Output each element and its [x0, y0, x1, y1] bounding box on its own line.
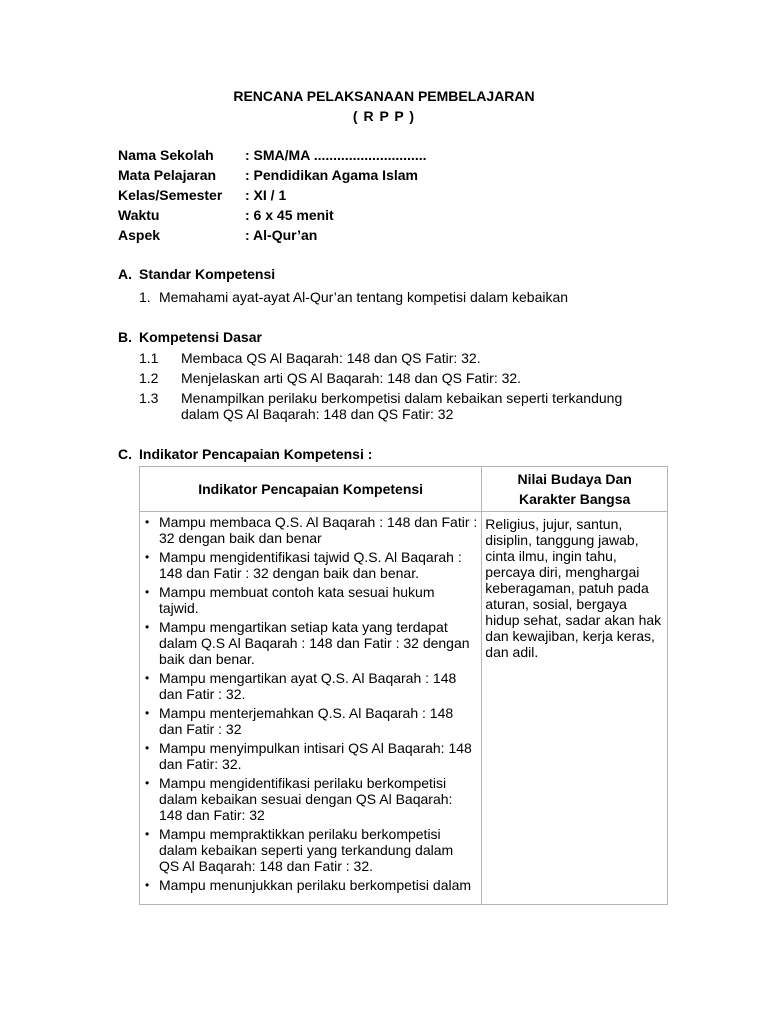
table-header-values	[482, 467, 668, 512]
table-header-row	[140, 467, 668, 512]
character-values-text: Religius, jujur, santun, disiplin, tanggung jawab, cinta ilmu, ingin tahu, percaya diri, menghargai keberagaman, patuh pada aturan, sosial, bergaya hidup sehat, sadar akan hak dan kewajiban, kerja keras, dan adil.	[485, 516, 662, 660]
list-item	[140, 775, 481, 823]
values-cell	[482, 512, 668, 905]
identity-row-school	[118, 145, 427, 165]
identity-row-time	[118, 205, 427, 225]
indicator-text: Mampu mempraktikkan perilaku berkompetisi dalam kebaikan seperti yang terkandung dalam QS Al Baqarah: 148 dan Fatir : 32.	[159, 826, 454, 874]
document-title: RENCANA PELAKSANAAN PEMBELAJARAN	[233, 88, 535, 104]
list-item	[140, 826, 481, 874]
table-header-indicator: Indikator Pencapaian Kompetensi	[140, 467, 482, 512]
indicator-text: Mampu mengidentifikasi perilaku berkompetisi dalam kebaikan sesuai dengan QS Al Baqarah: 148 dan Fatir: 32	[159, 775, 453, 823]
indicator-text: Mampu menunjukkan perilaku berkompetisi dalam	[159, 877, 472, 893]
bullet-icon: •	[145, 515, 150, 529]
identity-label: Aspek	[118, 227, 161, 243]
section-b-heading	[118, 327, 262, 347]
bullet-icon: •	[145, 585, 150, 599]
identity-value: : 6 x 45 menit	[245, 207, 334, 223]
item-number: 1.3	[139, 390, 159, 406]
item-number: 1.	[139, 289, 151, 305]
section-letter: A.	[118, 266, 132, 282]
header-line: Karakter Bangsa	[519, 491, 631, 507]
basic-competency-item	[139, 390, 659, 422]
list-item	[140, 619, 481, 667]
section-title: Indikator Pencapaian Kompetensi :	[139, 446, 373, 462]
header-line: Nilai Budaya Dan	[517, 471, 632, 487]
identity-label: Nama Sekolah	[118, 147, 214, 163]
section-title: Standar Kompetensi	[139, 266, 276, 282]
indicator-text: Mampu mengartikan setiap kata yang terdapat dalam Q.S Al Baqarah : 148 dan Fatir : 32 dengan baik dan benar.	[159, 619, 470, 667]
indicator-cell	[140, 512, 482, 905]
bullet-icon: •	[145, 827, 150, 841]
item-text: Menampilkan perilaku berkompetisi dalam kebaikan seperti terkandung dalam QS Al Baqarah: 148 dan QS Fatir: 32	[181, 390, 623, 422]
identity-row-aspect	[118, 225, 427, 245]
identity-value: : Pendidikan Agama Islam	[245, 167, 418, 183]
indicator-text: Mampu menterjemahkan Q.S. Al Baqarah : 148 dan Fatir : 32	[159, 705, 454, 737]
standard-competency-item	[139, 287, 568, 307]
indicator-text: Mampu mengidentifikasi tajwid Q.S. Al Baqarah : 148 dan Fatir : 32 dengan baik dan benar.	[159, 549, 462, 581]
list-item	[140, 740, 481, 772]
bullet-icon: •	[145, 741, 150, 755]
basic-competency-item	[139, 350, 659, 366]
list-item	[140, 705, 481, 737]
indicator-text: Mampu menyimpulkan intisari QS Al Baqarah: 148 dan Fatir: 32.	[159, 740, 472, 772]
item-text: Memahami ayat-ayat Al-Qur’an tentang kompetisi dalam kebaikan	[159, 289, 569, 305]
indicator-list	[140, 514, 481, 893]
list-item	[140, 877, 481, 893]
identity-value: : XI / 1	[245, 187, 287, 203]
list-item	[140, 670, 481, 702]
indicator-text: Mampu membaca Q.S. Al Baqarah : 148 dan Fatir : 32 dengan baik dan benar	[159, 514, 478, 546]
identity-row-subject	[118, 165, 427, 185]
item-text: Membaca QS Al Baqarah: 148 dan QS Fatir: 32.	[181, 350, 481, 366]
identity-label: Waktu	[118, 207, 160, 223]
table-row	[140, 512, 668, 905]
identity-label: Kelas/Semester	[118, 187, 223, 203]
list-item	[140, 514, 481, 546]
section-a-heading	[118, 264, 275, 284]
bullet-icon: •	[145, 776, 150, 790]
document-subtitle: ( R P P )	[352, 108, 416, 124]
list-item	[140, 549, 481, 581]
bullet-icon: •	[145, 706, 150, 720]
section-letter: B.	[118, 329, 132, 345]
identity-value: : Al-Qur’an	[245, 227, 318, 243]
bullet-icon: •	[145, 550, 150, 564]
item-number: 1.2	[139, 370, 159, 386]
bullet-icon: •	[145, 878, 150, 892]
identity-row-class	[118, 185, 427, 205]
indicator-text: Mampu membuat contoh kata sesuai hukum tajwid.	[159, 584, 435, 616]
section-title: Kompetensi Dasar	[139, 329, 262, 345]
identity-value: : SMA/MA .............................	[245, 147, 427, 163]
item-number: 1.1	[139, 350, 159, 366]
section-letter: C.	[118, 446, 132, 462]
identity-block	[118, 145, 427, 245]
basic-competency-list	[139, 350, 659, 426]
basic-competency-item	[139, 370, 659, 386]
bullet-icon: •	[145, 620, 150, 634]
indicator-text: Mampu mengartikan ayat Q.S. Al Baqarah : 148 dan Fatir : 32.	[159, 670, 457, 702]
section-c-heading	[118, 444, 372, 464]
item-text: Menjelaskan arti QS Al Baqarah: 148 dan QS Fatir: 32.	[181, 370, 522, 386]
bullet-icon: •	[145, 671, 150, 685]
identity-label: Mata Pelajaran	[118, 167, 217, 183]
list-item	[140, 584, 481, 616]
indicator-table	[139, 466, 668, 905]
